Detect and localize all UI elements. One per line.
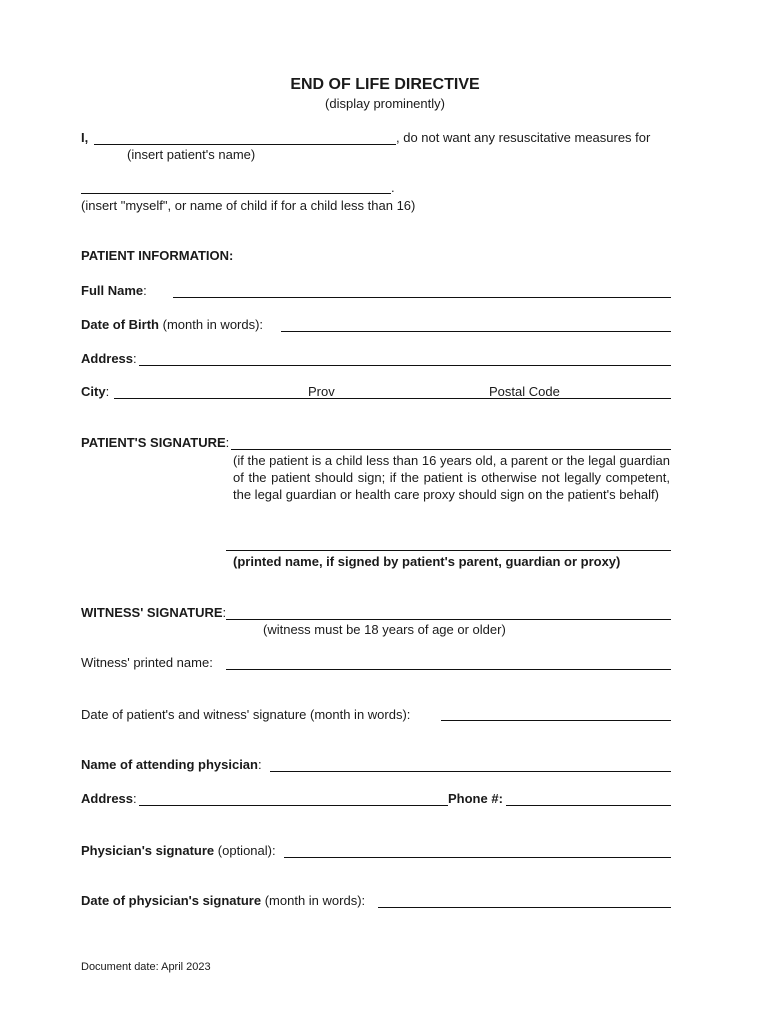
patient-name-hint: (insert patient's name) [127, 147, 256, 162]
witness-printed-name-label: Witness' printed name: [81, 655, 213, 670]
phone-label: Phone #: [448, 791, 503, 806]
colon: : [225, 435, 230, 450]
physician-name-field[interactable] [270, 771, 671, 772]
physician-signature-label-group [81, 843, 276, 859]
patient-signature-field[interactable] [231, 449, 671, 450]
for-whom-field[interactable] [81, 193, 391, 194]
full-name-label-group [81, 283, 147, 299]
witness-age-note: (witness must be 18 years of age or older) [263, 622, 506, 637]
patient-name-field[interactable] [94, 144, 396, 145]
full-name-label: Full Name [81, 283, 144, 298]
address-field[interactable] [139, 365, 671, 366]
intro-period: . [391, 180, 395, 195]
dob-label: Date of Birth [81, 317, 159, 332]
for-whom-hint: (insert "myself", or name of child if for a child less than 16) [81, 198, 416, 213]
printed-name-field[interactable] [226, 550, 671, 551]
city-label: City [81, 384, 106, 399]
physician-address-label-group [81, 791, 137, 807]
physician-date-hint: (month in words): [264, 893, 366, 908]
prov-label: Prov [308, 384, 335, 399]
patient-info-heading: PATIENT INFORMATION: [81, 248, 234, 263]
city-prov-postal-field[interactable] [114, 398, 671, 399]
physician-date-label: Date of physician's signature [81, 893, 262, 908]
patient-signature-label-group [81, 435, 229, 451]
intro-prefix: I, [81, 130, 89, 145]
colon: : [222, 605, 227, 620]
signature-date-field[interactable] [441, 720, 671, 721]
witness-printed-name-field[interactable] [226, 669, 671, 670]
witness-signature-label: WITNESS' SIGNATURE [81, 605, 223, 620]
address-label: Address [81, 351, 134, 366]
signature-date-label: Date of patient's and witness' signature (month in words): [81, 707, 411, 722]
printed-name-label: (printed name, if signed by patient's parent, guardian or proxy) [233, 554, 621, 569]
witness-signature-label-group [81, 605, 226, 621]
witness-signature-field[interactable] [226, 619, 671, 620]
patient-signature-note: (if the patient is a child less than 16 years old, a parent or the legal guardian of the patient should sign; if the patient is otherwise not legally competent, the legal guardian or health care proxy should sign on the patient's behalf) [233, 453, 670, 502]
dob-label-group [81, 317, 263, 333]
city-label-group [81, 384, 109, 400]
postal-code-label: Postal Code [489, 384, 560, 399]
phone-field[interactable] [506, 805, 671, 806]
physician-name-label-group [81, 757, 262, 773]
intro-suffix: , do not want any resuscitative measures for [396, 130, 651, 145]
colon: : [143, 283, 147, 298]
physician-signature-hint: (optional): [217, 843, 276, 858]
colon: : [257, 757, 262, 772]
document-date: Document date: April 2023 [81, 961, 211, 973]
patient-signature-label: PATIENT'S SIGNATURE [81, 435, 226, 450]
full-name-field[interactable] [173, 297, 671, 298]
physician-address-field[interactable] [139, 805, 448, 806]
colon: : [105, 384, 110, 399]
colon: : [133, 791, 137, 806]
page-title: END OF LIFE DIRECTIVE [290, 76, 480, 93]
dob-hint: (month in words): [162, 317, 264, 332]
physician-signature-field[interactable] [284, 857, 671, 858]
physician-date-label-group [81, 893, 365, 909]
physician-date-field[interactable] [378, 907, 671, 908]
page-subtitle: (display prominently) [325, 96, 445, 111]
physician-address-label: Address [81, 791, 134, 806]
physician-name-label: Name of attending physician [81, 757, 258, 772]
dob-field[interactable] [281, 331, 671, 332]
colon: : [133, 351, 137, 366]
physician-signature-label: Physician's signature [81, 843, 215, 858]
address-label-group [81, 351, 137, 367]
